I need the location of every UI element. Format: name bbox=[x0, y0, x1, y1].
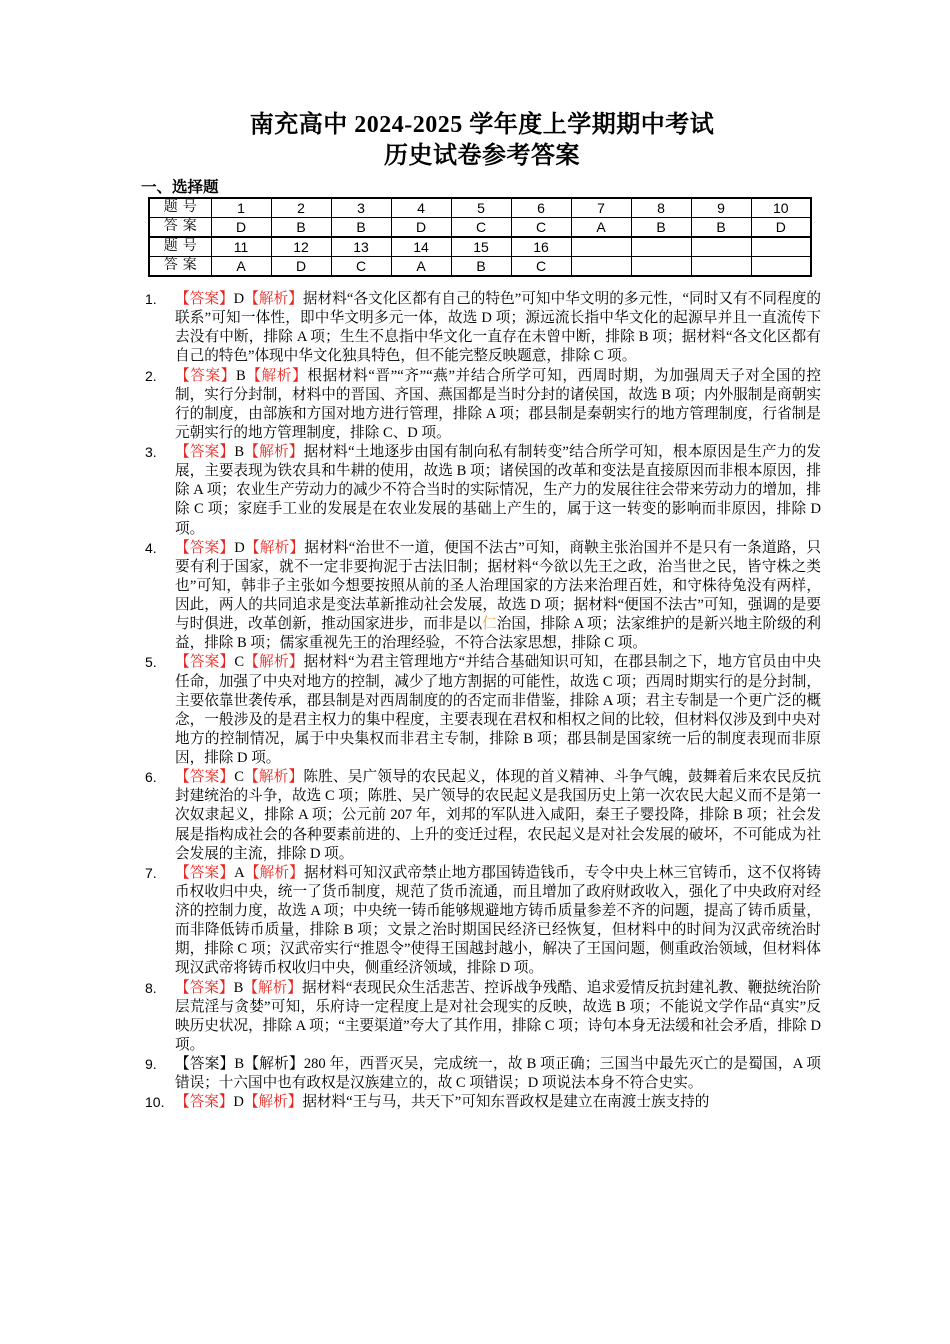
explanation-text bbox=[175, 367, 821, 444]
answer-cell: C bbox=[451, 218, 511, 238]
answer-label: 【答案】 bbox=[175, 654, 235, 671]
answer-cell: D bbox=[271, 257, 331, 277]
explanation-item bbox=[145, 443, 821, 539]
explanation-item bbox=[145, 1055, 821, 1093]
answer-cell: 6 bbox=[511, 198, 571, 218]
analysis-label: 【解析】 bbox=[243, 979, 302, 996]
explanation-item bbox=[145, 768, 821, 864]
explanation-item bbox=[145, 653, 821, 768]
answer-cell: B bbox=[271, 218, 331, 238]
answer-table-row bbox=[149, 257, 811, 277]
answer-cell: C bbox=[511, 257, 571, 277]
analysis-label: 【解析】 bbox=[243, 1094, 303, 1111]
answer-key-table bbox=[148, 197, 812, 277]
explanation-segment: 据材料“各文化区都有自己的特色”可知中华文明的多元性，“同时又有不同程度的联系”可知一体性，即中华文明多元一体，故选 D 项；源远流长指中华文化的起源早并且一直流传下去没有中断，排除 A 项；生生不息指中华文化一直存在未曾中断，排除 B 项；据材料“各文化区都有自己的特色”体现中华文化独具特色，但不能完整反映题意，排除 C 项。 bbox=[175, 291, 821, 365]
explanation-segment: 据材料“表现民众生活悲苦、控诉战争残酷、追求爱情反抗封建礼教、鞭挞统治阶层荒淫与贪婪”可知，乐府诗一定程度上是对社会现实的反映，故选 B 项；不能说文学作品“真实”反映历史状况，排除 A 项；“主要渠道”夸大了其作用，排除 C 项；诗句本身无法缓和社会矛盾，排除 D 项。 bbox=[175, 979, 821, 1053]
explanation-segment: 据材料可知汉武帝禁止地方郡国铸造钱币，专令中央上林三官铸币，这不仅将铸币权收归中央，统一了货币制度，规范了货币流通，而且增加了政府财政收入，强化了中央政府对经济的控制力度，故选 A 项；中央统一铸币能够规避地方铸币质量参差不齐的问题，提高了铸币质量，而非降低铸币质量，排除 B 项；文景之治时期国民经济已经恢复，但材料中的时间为汉武帝统治时期，排除 C 项；汉武帝实行“推恩令”使得王国越封越小，解决了王国问题，侧重政治领域，但材料体现汉武帝将铸币权收归中央，侧重经济领域，排除 D 项。 bbox=[175, 864, 821, 977]
row-header-cell: 题号 bbox=[149, 198, 211, 218]
answer-cell bbox=[631, 257, 691, 277]
explanation-number: 10. bbox=[145, 1094, 165, 1111]
answer-cell: B bbox=[451, 257, 511, 277]
section-heading-multiple-choice: 一、选择题 bbox=[141, 179, 219, 196]
answer-cell: 13 bbox=[331, 237, 391, 257]
answer-cell bbox=[691, 257, 751, 277]
answer-table-row bbox=[149, 218, 811, 238]
answer-cell: 2 bbox=[271, 198, 331, 218]
answer-cell: A bbox=[211, 257, 271, 277]
answer-cell: 10 bbox=[751, 198, 811, 218]
explanation-segment: D bbox=[233, 1094, 244, 1111]
answer-label: 【答案】 bbox=[175, 979, 234, 996]
analysis-label: 【解析】 bbox=[244, 291, 303, 307]
explanation-segment: 据材料“土地逐步由国有制向私有制转变”结合所学可知，根本原因是生产力的发展，主要表现为铁农具和牛耕的使用，故选 B 项；诸侯国的改革和变法是直接原因而非根本原因，排除 A 项；农业生产劳动力的减少不符合当时的实际情况，生产力的发展往往会带来劳动力的增加，排除 C 项；家庭手工业的发展是在农业发展的基础上产生的，属于这一转变的影响而非原因，排除 D 项。 bbox=[175, 444, 821, 537]
answer-cell: B bbox=[691, 218, 751, 238]
explanation-segment: D bbox=[233, 291, 245, 307]
explanation-segment: 据材料“王与马，共天下”可知东晋政权是建立在南渡士族支持的 bbox=[302, 1094, 710, 1111]
explanation-text bbox=[175, 653, 821, 768]
answer-label: 【答案】 bbox=[175, 291, 234, 307]
explanation-segment: 据材料“治世不一道，便国不法古”可知，商鞅主张治国并不是只有一条道路，只要有利于国家，就不一定非要拘泥于古法旧制；据材料“今欲以先王之政，治当世之民，皆守株之类也”可知，韩非子主张如今想要按照从前的圣人治理国家的方法来治理百姓，和守株待兔没有两样，因此，两人的共同追求是变法革新推动社会发展，故选 D 项；据材料“便国不法古”可知，强调的是要与时俱进，改革创新，推动国家进步，而非是以 bbox=[175, 539, 821, 633]
explanation-segment: 根据材料“晋”“齐”“燕”并结合所学可知，西周时期，为加强周天子对全国的控制，实行分封制，材料中的晋国、齐国、燕国都是当时分封的诸侯国，故选 B 项；内外服制是商朝实行的制度，由部族和方国对地方进行管理，排除 A 项；郡县制是秦朝实行的地方管理制度，行省制是元朝实行的地方管理制度，排除 C、D 项。 bbox=[175, 367, 821, 441]
explanation-number: 6. bbox=[145, 769, 157, 786]
explanation-number: 5. bbox=[145, 654, 157, 671]
answer-cell: 4 bbox=[391, 198, 451, 218]
explanation-number: 3. bbox=[145, 444, 157, 460]
answer-cell: 12 bbox=[271, 237, 331, 257]
highlighted-character: 仁 bbox=[482, 616, 497, 633]
explanation-segment: 治国，排除 A 项；法家维护的是新兴地主阶级的利益，排除 B 项；儒家重视先王的治理经验，不符合法家思想，排除 C 项。 bbox=[175, 616, 821, 652]
explanation-segment: 据材料“为君主管理地方“并结合基础知识可知，在郡县制之下，地方官员由中央任命，加强了中央对地方的控制，减少了地方割据的可能性，故选 C 项；西周时期实行的是分封制，主要依靠世袭传承，郡县制是对西周制度的的否定而非借鉴，排除 A 项；君主专制是一个更广泛的概念，一般涉及的是君主权力的集中程度，主要表现在君权和相权之间的比较，但材料仅涉及到中央对地方的控制情况，属于中央集权而非君主专制，排除 B 项；郡县制是国家统一后的制度表现而非原因，排除 D 项。 bbox=[175, 654, 821, 766]
analysis-label: 【解析】 bbox=[244, 864, 304, 881]
row-header-cell: 题号 bbox=[149, 237, 211, 257]
answer-cell bbox=[751, 237, 811, 257]
answer-cell: C bbox=[511, 218, 571, 238]
answer-cell: 7 bbox=[571, 198, 631, 218]
answer-cell: 16 bbox=[511, 237, 571, 257]
row-header-cell: 答案 bbox=[149, 218, 211, 238]
analysis-label: 【解析】 bbox=[243, 769, 304, 786]
answer-cell: 3 bbox=[331, 198, 391, 218]
explanation-segment: C bbox=[234, 769, 244, 786]
answer-cell: 15 bbox=[451, 237, 511, 257]
answer-cell bbox=[751, 257, 811, 277]
explanation-text bbox=[175, 1055, 821, 1093]
explanation-segment: B bbox=[234, 444, 245, 460]
answer-cell: A bbox=[571, 218, 631, 238]
explanation-number: 1. bbox=[145, 291, 157, 307]
explanation-item bbox=[145, 367, 821, 444]
explanation-text bbox=[175, 539, 821, 654]
explanation-segment: A bbox=[234, 864, 245, 881]
answer-label: 【答案】 bbox=[175, 444, 235, 460]
answer-cell: D bbox=[211, 218, 271, 238]
explanation-text bbox=[175, 1093, 821, 1112]
analysis-label: 【解析】 bbox=[244, 654, 304, 671]
explanation-item bbox=[145, 290, 821, 367]
explanation-number: 9. bbox=[145, 1056, 157, 1072]
answer-label: 【答案】 bbox=[175, 1094, 234, 1111]
answer-cell: 11 bbox=[211, 237, 271, 257]
explanation-item bbox=[145, 1093, 821, 1112]
answer-cell: 9 bbox=[691, 198, 751, 218]
explanation-item bbox=[145, 539, 821, 654]
answer-cell: D bbox=[751, 218, 811, 238]
answer-cell: B bbox=[631, 218, 691, 238]
answer-label: 【答案】 bbox=[175, 864, 235, 881]
answer-cell: C bbox=[331, 257, 391, 277]
answer-cell: B bbox=[331, 218, 391, 238]
explanation-item bbox=[145, 979, 821, 1056]
answer-cell bbox=[631, 237, 691, 257]
answer-cell bbox=[691, 237, 751, 257]
row-header-cell: 答案 bbox=[149, 257, 211, 277]
explanation-number: 4. bbox=[145, 539, 157, 556]
answer-table-row bbox=[149, 198, 811, 218]
explanation-text bbox=[175, 290, 821, 367]
explanation-list bbox=[145, 290, 821, 1112]
explanation-text bbox=[175, 768, 821, 864]
explanation-segment: 陈胜、吴广领导的农民起义，体现的首义精神、斗争气魄，鼓舞着后来农民反抗封建统治的斗争，故选 C 项；陈胜、吴广领导的农民起义是我国历史上第一次农民大起义而不是第一次奴隶起义，排除 A 项；公元前 207 年，刘邦的军队进入咸阳，秦王子婴投降，排除 B 项；社会发展是指构成社会的各种要素前进的、上升的变迁过程，农民起义是对社会发展的破坏，不可能成为社会发展的主流，排除 D 项。 bbox=[175, 769, 821, 862]
explanation-text bbox=[175, 443, 821, 539]
answer-label: 【答案】 bbox=[175, 539, 235, 556]
title-line-1: 南充高中 2024-2025 学年度上学期期中考试 bbox=[249, 112, 715, 138]
answer-cell: 1 bbox=[211, 198, 271, 218]
answer-cell: A bbox=[391, 257, 451, 277]
answer-cell bbox=[571, 237, 631, 257]
explanation-segment: B bbox=[233, 979, 244, 996]
title-line-2: 历史试卷参考答案 bbox=[384, 143, 580, 169]
explanation-segment: 【答案】B【解析】280 年，西晋灭吴，完成统一，故 B 项正确；三国当中最先灭亡的是蜀国，A 项错误；十六国中也有政权是汉族建立的，故 C 项错误；D 项说法本身不符合史实。 bbox=[175, 1056, 821, 1092]
explanation-text bbox=[175, 979, 821, 1056]
answer-label: 【答案】 bbox=[175, 367, 236, 384]
explanation-segment: B bbox=[236, 367, 246, 384]
explanation-text bbox=[175, 864, 821, 979]
answer-label: 【答案】 bbox=[175, 769, 235, 786]
explanation-number: 2. bbox=[145, 367, 157, 384]
analysis-label: 【解析】 bbox=[245, 367, 308, 384]
explanation-number: 8. bbox=[145, 979, 157, 996]
explanation-item bbox=[145, 864, 821, 979]
document-title bbox=[148, 110, 816, 172]
answer-cell: 14 bbox=[391, 237, 451, 257]
explanation-segment: D bbox=[234, 539, 245, 556]
analysis-label: 【解析】 bbox=[244, 444, 304, 460]
answer-cell: D bbox=[391, 218, 451, 238]
answer-cell: 5 bbox=[451, 198, 511, 218]
explanation-number: 7. bbox=[145, 864, 157, 881]
answer-cell: 8 bbox=[631, 198, 691, 218]
explanation-segment: C bbox=[234, 654, 245, 671]
answer-table-row bbox=[149, 237, 811, 257]
analysis-label: 【解析】 bbox=[244, 539, 305, 556]
answer-cell bbox=[571, 257, 631, 277]
